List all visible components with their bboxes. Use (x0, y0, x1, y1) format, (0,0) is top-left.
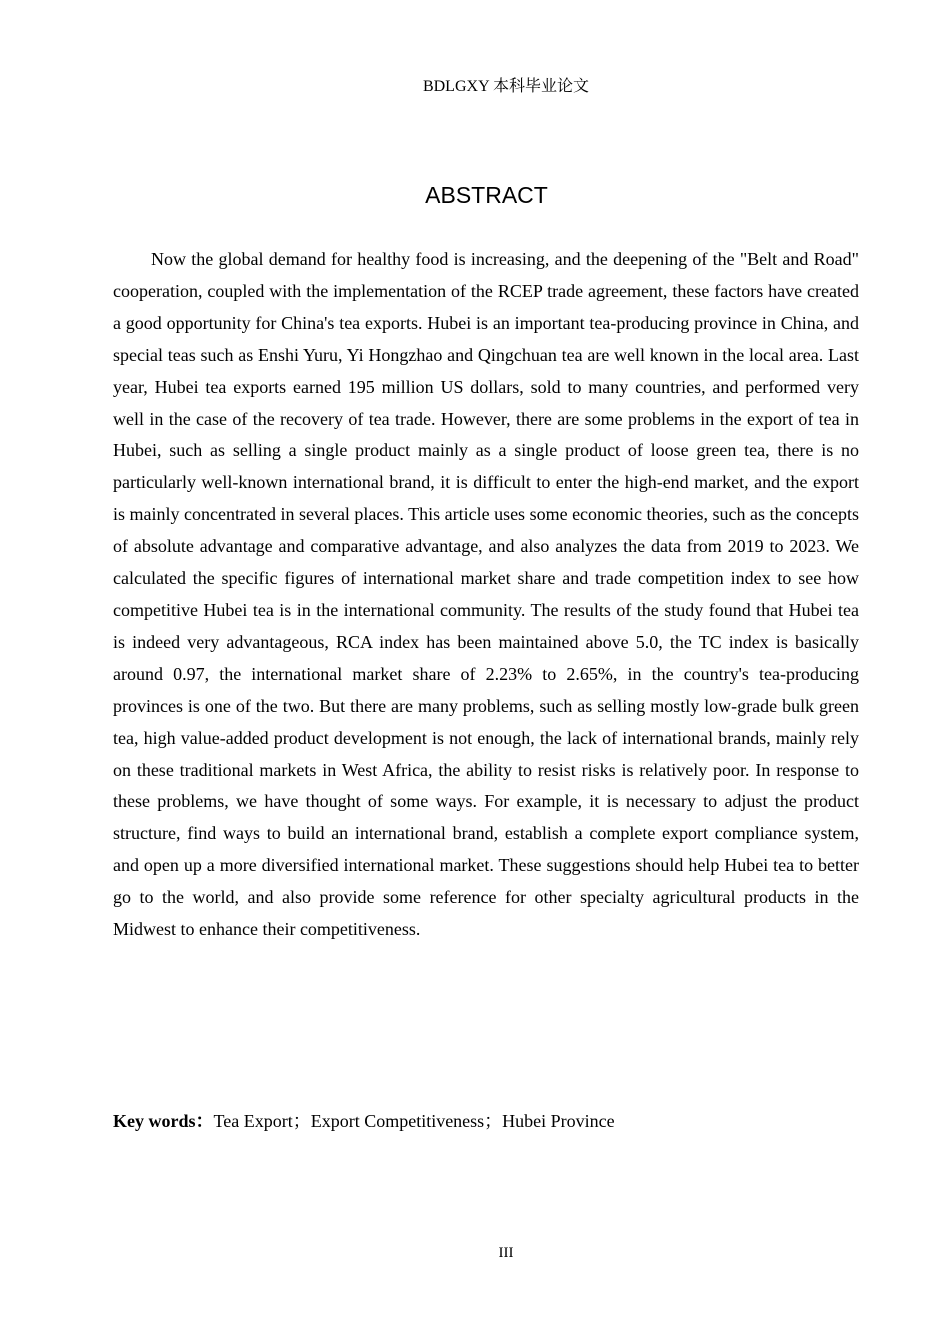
running-header: BDLGXY 本科毕业论文 (422, 78, 590, 95)
abstract-title: ABSTRACT (425, 182, 548, 208)
keywords-items: Tea Export；Export Competitiveness；Hubei Province (213, 1111, 615, 1131)
page-number: III (498, 1245, 514, 1261)
keywords-line (113, 1106, 859, 1137)
abstract-body: Now the global demand for healthy food is increasing, and the deepening of the "Belt and Road" cooperation, coupled with the implementation of the RCEP trade agreement, these factors have created a good opportunity for China's tea exports. Hubei is an important tea-producing province in China, and special teas such as Enshi Yuru, Yi Hongzhao and Qingchuan tea are well known in the local area. Last year, Hubei tea exports earned 195 million US dollars, sold to many countries, and performed very well in the case of the recovery of tea trade. However, there are some problems in the export of tea in Hubei, such as selling a single product mainly as a single product of loose green tea, there is no particularly well-known international brand, it is difficult to enter the high-end market, and the export is mainly concentrated in several places. This article uses some economic theories, such as the concepts of absolute advantage and comparative advantage, and also analyzes the data from 2019 to 2023. We calculated the specific figures of international market share and trade competition index to see how competitive Hubei tea is in the international community. The results of the study found that Hubei tea is indeed very advantageous, RCA index has been maintained above 5.0, the TC index is basically around 0.97, the international market share of 2.23% to 2.65%, in the country's tea-producing provinces is one of the two. But there are many problems, such as selling mostly low-grade bulk green tea, high value-added product development is not enough, the lack of international brands, mainly rely on these traditional markets in West Africa, the ability to resist risks is relatively poor. In response to these problems, we have thought of some ways. For example, it is necessary to adjust the product structure, find ways to build an international brand, establish a complete export compliance system, and open up a more diversified international market. These suggestions should help Hubei tea to better go to the world, and also provide some reference for other specialty agricultural products in the Midwest to enhance their competitiveness. (113, 249, 859, 940)
keywords-label: Key words： (113, 1111, 214, 1131)
